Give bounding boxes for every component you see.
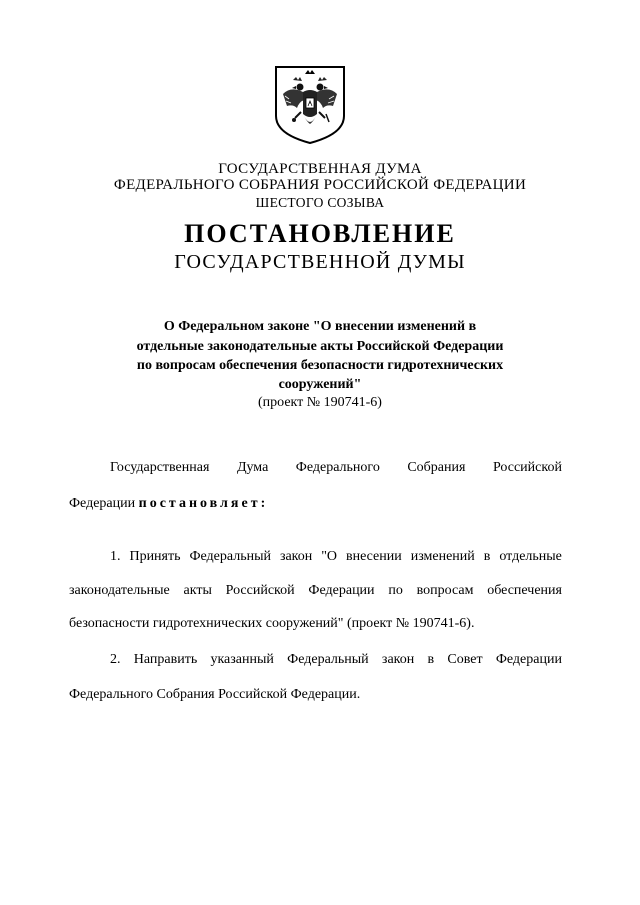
item1-line-2 — [69, 582, 562, 600]
item1-word: обеспечения — [487, 583, 562, 598]
document-type-title: ПОСТАНОВЛЕНИЕ — [184, 219, 456, 248]
preamble-line-1 — [110, 459, 562, 477]
item1-word: изменений — [410, 549, 475, 564]
item1-word: в — [483, 549, 491, 564]
subject-line-2: отдельные законодательные акты Российской Федерации — [136, 339, 504, 354]
item2-line-1 — [110, 651, 562, 669]
item1-word: Федерации — [308, 583, 375, 598]
preamble-word: Федерального — [295, 460, 380, 475]
russian-coat-of-arms-icon — [273, 64, 347, 146]
item1-word: закон — [279, 549, 313, 564]
item1-line-1 — [110, 548, 562, 566]
item2-word: Совет — [447, 652, 483, 667]
subject-line-1: О Федеральном законе "О внесении изменений в — [163, 319, 477, 334]
item2-word: Направить — [133, 652, 198, 667]
subject-line-3: по вопросам обеспечения безопасности гидротехнических — [136, 358, 504, 373]
resolves-verb: постановляет: — [138, 496, 269, 511]
org-name-line1: ГОСУДАРСТВЕННАЯ ДУМА — [218, 161, 422, 177]
item2-line-2: Федерального Собрания Российской Федерации. — [69, 687, 361, 702]
item1-word: акты — [183, 583, 212, 598]
org-name-line2: ФЕДЕРАЛЬНОГО СОБРАНИЯ РОССИЙСКОЙ ФЕДЕРАЦИИ — [113, 177, 527, 193]
item1-word: 1. — [110, 549, 121, 564]
item1-word: по — [388, 583, 403, 598]
item2-word: закон — [381, 652, 415, 667]
item1-word: законодательные — [69, 583, 170, 598]
document-type-subtitle: ГОСУДАРСТВЕННОЙ ДУМЫ — [174, 251, 466, 273]
preamble-line-2 — [69, 495, 562, 513]
item2-word: 2. — [110, 652, 121, 667]
item1-word: вопросам — [416, 583, 474, 598]
item2-word: Федеральный — [287, 652, 369, 667]
subject-line-4: сооружений" — [278, 377, 362, 392]
project-number: (проект № 190741-6) — [258, 395, 382, 410]
item1-word: Принять — [129, 549, 181, 564]
item1-line-3: безопасности гидротехнических сооружений" (проект № 190741-6). — [69, 616, 475, 631]
item1-word: отдельные — [499, 549, 562, 564]
item2-word: Федерации — [495, 652, 562, 667]
preamble-word: Государственная — [110, 460, 210, 475]
item1-word: Федеральный — [189, 549, 271, 564]
item2-word: в — [427, 652, 435, 667]
preamble-word: Российской — [492, 460, 562, 475]
preamble-word: Дума — [236, 460, 269, 475]
item1-word: внесении — [346, 549, 402, 564]
item1-word: "О — [321, 549, 338, 564]
item1-word: Российской — [225, 583, 295, 598]
preamble-word: Собрания — [407, 460, 466, 475]
preamble-start: Федерации — [69, 496, 139, 511]
convocation-line: ШЕСТОГО СОЗЫВА — [255, 195, 385, 210]
item2-word: указанный — [210, 652, 274, 667]
